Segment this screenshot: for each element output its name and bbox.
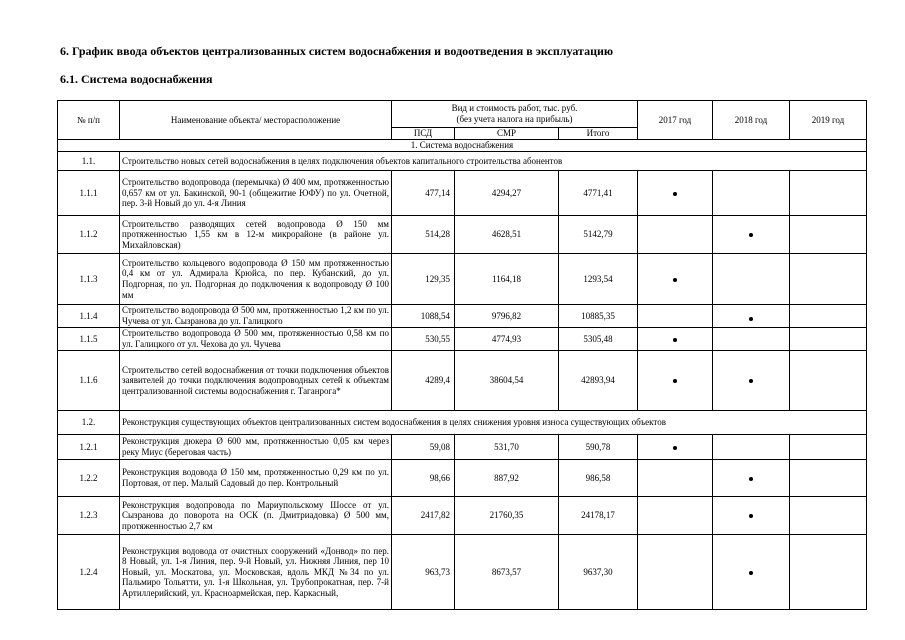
row-psd: 1088,54 — [392, 305, 455, 328]
section-num: 1.2. — [58, 411, 120, 435]
section-title: Строительство новых сетей водоснабжения в целях подключения объектов капитального строительства абонентов — [120, 152, 867, 171]
row-y2018-cell — [713, 351, 790, 411]
row-total: 590,78 — [559, 435, 638, 460]
row-smr: 1164,18 — [455, 254, 559, 305]
row-y2017-cell — [638, 435, 713, 460]
header-psd: ПСД — [392, 128, 455, 140]
schedule-dot-icon — [749, 514, 753, 518]
row-smr: 4774,93 — [455, 328, 559, 351]
schedule-dot-icon — [673, 278, 677, 282]
row-y2017-cell — [638, 460, 713, 497]
row-num: 1.2.3 — [58, 497, 120, 535]
row-smr: 38604,54 — [455, 351, 559, 411]
row-num: 1.1.2 — [58, 216, 120, 254]
row-y2019-cell — [790, 435, 867, 460]
table-row — [58, 351, 867, 411]
row-y2019-cell — [790, 535, 867, 610]
row-name: Строительство кольцевого водопровода Ø 150 мм протяженностью 0,4 км от ул. Адмирала Крюйса, по пер. Кубанский, до ул. Подгорная, по ул. Подгорная до подключения к водопроводу Ø 100 мм — [120, 254, 392, 305]
schedule-dot-icon — [749, 317, 753, 321]
row-y2019-cell — [790, 497, 867, 535]
header-total: Итого — [559, 128, 638, 140]
table-row — [58, 305, 867, 328]
table-row — [58, 216, 867, 254]
section-title: Реконструкция существующих объектов централизованных систем водоснабжения в целях снижения уровня износа существующих объектов — [120, 411, 867, 435]
row-num: 1.1.3 — [58, 254, 120, 305]
section-heading: 6. График ввода объектов централизованных систем водоснабжения и водоотведения в эксплуатацию — [60, 44, 614, 58]
row-psd: 98,66 — [392, 460, 455, 497]
row-psd: 477,14 — [392, 171, 455, 216]
row-name: Строительство разводящих сетей водопровода Ø 150 мм протяженностью 1,55 км в 12-м микрорайоне (в районе ул. Михайловская) — [120, 216, 392, 254]
row-smr: 9796,82 — [455, 305, 559, 328]
row-num: 1.1.1 — [58, 171, 120, 216]
row-num: 1.2.2 — [58, 460, 120, 497]
subsection-heading: 6.1. Система водоснабжения — [60, 72, 213, 86]
row-y2017-cell — [638, 254, 713, 305]
row-smr: 4294,27 — [455, 171, 559, 216]
row-y2019-cell — [790, 216, 867, 254]
system-title-row: 1. Система водоснабжения — [58, 140, 867, 152]
row-psd: 530,55 — [392, 328, 455, 351]
row-y2018-cell — [713, 497, 790, 535]
row-name: Реконструкция дюкера Ø 600 мм, протяженностью 0,05 км через реку Миус (береговая часть) — [120, 435, 392, 460]
row-smr: 887,92 — [455, 460, 559, 497]
row-name: Строительство водопровода (перемычка) Ø 400 мм, протяженностью 0,657 км от ул. Бакинской, 90-1 (общежитие ЮФУ) по ул. Очетной, пер. 3-й Новый до ул. 4-я Линия — [120, 171, 392, 216]
table-row — [58, 328, 867, 351]
row-y2018-cell — [713, 328, 790, 351]
row-total: 5305,48 — [559, 328, 638, 351]
row-y2017-cell — [638, 328, 713, 351]
row-name: Строительство водопровода Ø 500 мм, протяженностью 0,58 км по ул. Галицкого от ул. Чехова до ул. Чучева — [120, 328, 392, 351]
row-psd: 2417,82 — [392, 497, 455, 535]
row-y2018-cell — [713, 460, 790, 497]
row-total: 42893,94 — [559, 351, 638, 411]
row-y2017-cell — [638, 535, 713, 610]
row-smr: 4628,51 — [455, 216, 559, 254]
row-name: Строительство водопровода Ø 500 мм, протяженностью 1,2 км по ул. Чучева от ул. Сызранова до ул. Галицкого — [120, 305, 392, 328]
row-smr: 21760,35 — [455, 497, 559, 535]
row-num: 1.1.4 — [58, 305, 120, 328]
row-name: Реконструкция водопровода по Мариупольскому Шоссе от ул. Сызранова до поворота на ОСК (п. Дмитриадовка) Ø 500 мм, протяженностью 2,7 км — [120, 497, 392, 535]
header-cost-note: (без учета налога на прибыль) — [456, 114, 573, 124]
row-total: 9637,30 — [559, 535, 638, 610]
table-row — [58, 171, 867, 216]
schedule-dot-icon — [673, 379, 677, 383]
row-num: 1.1.5 — [58, 328, 120, 351]
row-total: 24178,17 — [559, 497, 638, 535]
section-num: 1.1. — [58, 152, 120, 171]
row-smr: 8673,57 — [455, 535, 559, 610]
row-psd: 514,28 — [392, 216, 455, 254]
row-total: 5142,79 — [559, 216, 638, 254]
row-y2017-cell — [638, 497, 713, 535]
row-y2019-cell — [790, 460, 867, 497]
row-num: 1.1.6 — [58, 351, 120, 411]
table-row — [58, 460, 867, 497]
row-y2019-cell — [790, 305, 867, 328]
row-psd: 129,35 — [392, 254, 455, 305]
row-name: Реконструкция водовода Ø 150 мм, протяженностью 0,29 км по ул. Портовая, от пер. Малый Садовый до пер. Контрольный — [120, 460, 392, 497]
row-y2019-cell — [790, 328, 867, 351]
row-smr: 531,70 — [455, 435, 559, 460]
row-total: 4771,41 — [559, 171, 638, 216]
header-2017: 2017 год — [638, 101, 713, 140]
table-row — [58, 497, 867, 535]
header-cost-group — [392, 101, 638, 128]
schedule-dot-icon — [673, 338, 677, 342]
row-y2018-cell — [713, 254, 790, 305]
row-total: 986,58 — [559, 460, 638, 497]
row-y2017-cell — [638, 351, 713, 411]
schedule-dot-icon — [749, 477, 753, 481]
row-y2018-cell — [713, 216, 790, 254]
row-y2018-cell — [713, 435, 790, 460]
table-row — [58, 435, 867, 460]
row-y2019-cell — [790, 171, 867, 216]
schedule-dot-icon — [749, 379, 753, 383]
row-psd: 963,73 — [392, 535, 455, 610]
schedule-table — [57, 100, 867, 610]
header-smr: СМР — [455, 128, 559, 140]
table-row — [58, 254, 867, 305]
row-y2017-cell — [638, 305, 713, 328]
row-y2018-cell — [713, 535, 790, 610]
row-num: 1.2.1 — [58, 435, 120, 460]
header-2018: 2018 год — [713, 101, 790, 140]
row-num: 1.2.4 — [58, 535, 120, 610]
schedule-dot-icon — [673, 446, 677, 450]
row-total: 10885,35 — [559, 305, 638, 328]
header-2019: 2019 год — [790, 101, 867, 140]
row-y2017-cell — [638, 171, 713, 216]
schedule-dot-icon — [673, 192, 677, 196]
table-row — [58, 535, 867, 610]
row-name: Реконструкция водовода от очистных сооружений «Донвод» по пер. 8 Новый, ул. 1-я Линия, пер. 9-й Новый, ул. Нижняя Линия, пер 10 Новый, ул. Москатова, ул. Московская, вдоль МКД №34 по ул. Пальмиро Тольятти, ул. 1-я Школьная, ул. Трубопрокатная, пер. 7-й Артиллерийский, ул. Красноармейская, пер. Каркасный, — [120, 535, 392, 610]
header-cost-title: Вид и стоимость работ, тыс. руб. — [451, 103, 578, 114]
row-y2017-cell — [638, 216, 713, 254]
row-name: Строительство сетей водоснабжения от точки подключения объектов заявителей до точки подключения водопроводных сетей к объектам централизованной системы водоснабжения г. Таганрога* — [120, 351, 392, 411]
row-psd: 59,08 — [392, 435, 455, 460]
header-name: Наименование объекта/ месторасположение — [120, 101, 392, 140]
row-y2018-cell — [713, 305, 790, 328]
schedule-dot-icon — [749, 233, 753, 237]
row-y2018-cell — [713, 171, 790, 216]
row-total: 1293,54 — [559, 254, 638, 305]
row-y2019-cell — [790, 351, 867, 411]
row-y2019-cell — [790, 254, 867, 305]
header-num: № п/п — [58, 101, 120, 140]
row-psd: 4289,4 — [392, 351, 455, 411]
schedule-dot-icon — [749, 571, 753, 575]
